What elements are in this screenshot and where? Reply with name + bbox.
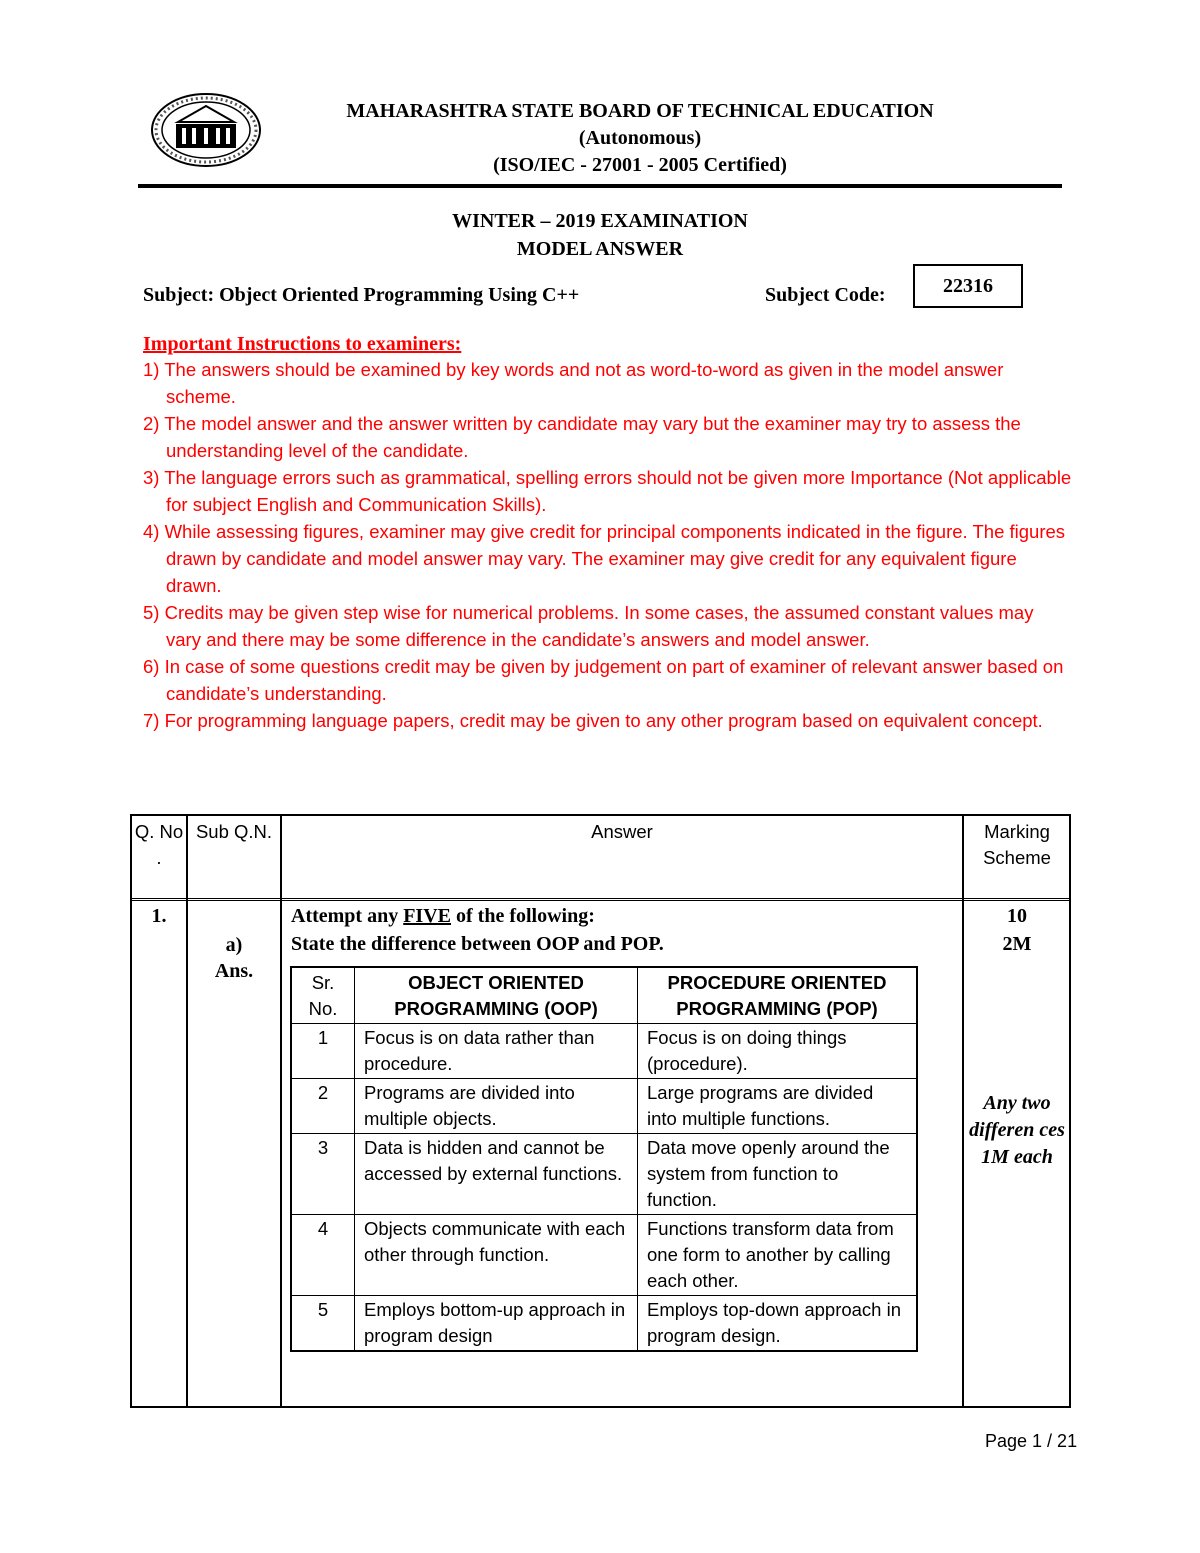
cell-pop: Large programs are divided into multiple functions. xyxy=(638,1079,918,1134)
table-row xyxy=(291,1215,917,1296)
table-row xyxy=(291,1134,917,1215)
instruction-item: 1) The answers should be examined by key words and not as word-to-word as given in the model answer scheme. xyxy=(143,359,1004,407)
subject-code-value: 22316 xyxy=(913,264,1023,308)
question-prompt: Attempt any FIVE of the following: xyxy=(291,905,595,927)
header-pop: PROCEDURE ORIENTED PROGRAMMING (POP) xyxy=(638,967,918,1024)
page-number: Page 1 / 21 xyxy=(985,1431,1078,1451)
header-answer: Answer xyxy=(591,821,653,842)
header-q-no: Q. No . xyxy=(134,821,184,868)
instruction-item: 3) The language errors such as grammatical, spelling errors should not be given more Importance (Not applicable for subject English and Communication Skills). xyxy=(143,467,1072,515)
oop-pop-comparison-table xyxy=(290,966,918,1352)
cell-pop: Employs top-down approach in program design. xyxy=(638,1296,918,1352)
sub-question-label: a) xyxy=(225,934,243,956)
instructions-title: Important Instructions to examiners: xyxy=(143,333,462,355)
cell-oop: Objects communicate with each other through function. xyxy=(355,1215,638,1296)
table-row xyxy=(291,1079,917,1134)
header-oop: OBJECT ORIENTED PROGRAMMING (OOP) xyxy=(355,967,638,1024)
header-sub-qn: Sub Q.N. xyxy=(195,821,273,842)
board-status: (Autonomous) xyxy=(578,127,702,149)
total-marks: 10 xyxy=(1007,905,1027,927)
instruction-item: 6) In case of some questions credit may be given by judgement on part of examiner of relevant answer based on candidate’s understanding. xyxy=(143,656,1064,704)
cell-sr-no: 3 xyxy=(291,1134,355,1215)
board-name: MAHARASHTRA STATE BOARD OF TECHNICAL EDUCATION xyxy=(346,100,934,122)
instruction-item: 5) Credits may be given step wise for numerical problems. In some cases, the assumed constant values may vary and there may be some difference in the candidate’s answers and model answer. xyxy=(143,602,1034,650)
header-marking-scheme: Marking Scheme xyxy=(983,821,1051,868)
answer-label: Ans. xyxy=(214,960,254,982)
question-text: State the difference between OOP and POP. xyxy=(291,933,664,955)
cell-sr-no: 4 xyxy=(291,1215,355,1296)
instruction-item: 7) For programming language papers, credit may be given to any other program based on equivalent concept. xyxy=(143,710,1043,731)
table-row xyxy=(291,1024,917,1079)
subject-code-label: Subject Code: xyxy=(765,284,886,306)
marking-note: Any two differen ces 1M each xyxy=(969,1092,1065,1168)
header-sr-no: Sr. No. xyxy=(291,967,355,1024)
subject-name: Subject: Object Oriented Programming Using C++ xyxy=(143,284,580,306)
header-divider xyxy=(138,184,1062,188)
comparison-header-row xyxy=(291,967,917,1024)
exam-subtitle: MODEL ANSWER xyxy=(516,238,684,260)
cell-oop: Employs bottom-up approach in program design xyxy=(355,1296,638,1352)
question-marks: 2M xyxy=(1002,933,1032,955)
cell-pop: Data move openly around the system from function to function. xyxy=(638,1134,918,1215)
cell-oop: Focus is on data rather than procedure. xyxy=(355,1024,638,1079)
exam-title: WINTER – 2019 EXAMINATION xyxy=(452,210,748,232)
cell-pop: Functions transform data from one form to another by calling each other. xyxy=(638,1215,918,1296)
msbte-seal-logo-icon xyxy=(150,92,262,168)
cell-sr-no: 5 xyxy=(291,1296,355,1352)
table-row xyxy=(291,1296,917,1352)
cell-sr-no: 2 xyxy=(291,1079,355,1134)
question-number: 1. xyxy=(151,905,167,927)
cell-oop: Data is hidden and cannot be accessed by external functions. xyxy=(355,1134,638,1215)
instruction-item: 2) The model answer and the answer written by candidate may vary but the examiner may try to assess the understanding level of the candidate. xyxy=(143,413,1021,461)
cell-sr-no: 1 xyxy=(291,1024,355,1079)
cell-pop: Focus is on doing things (procedure). xyxy=(638,1024,918,1079)
instruction-item: 4) While assessing figures, examiner may give credit for principal components indicated in the figure. The figures drawn by candidate and model answer may vary. The examiner may give credit for any equivalent figure drawn. xyxy=(143,521,1066,596)
instructions-list xyxy=(143,356,1073,734)
cell-oop: Programs are divided into multiple objects. xyxy=(355,1079,638,1134)
board-certification: (ISO/IEC - 27001 - 2005 Certified) xyxy=(493,154,787,176)
